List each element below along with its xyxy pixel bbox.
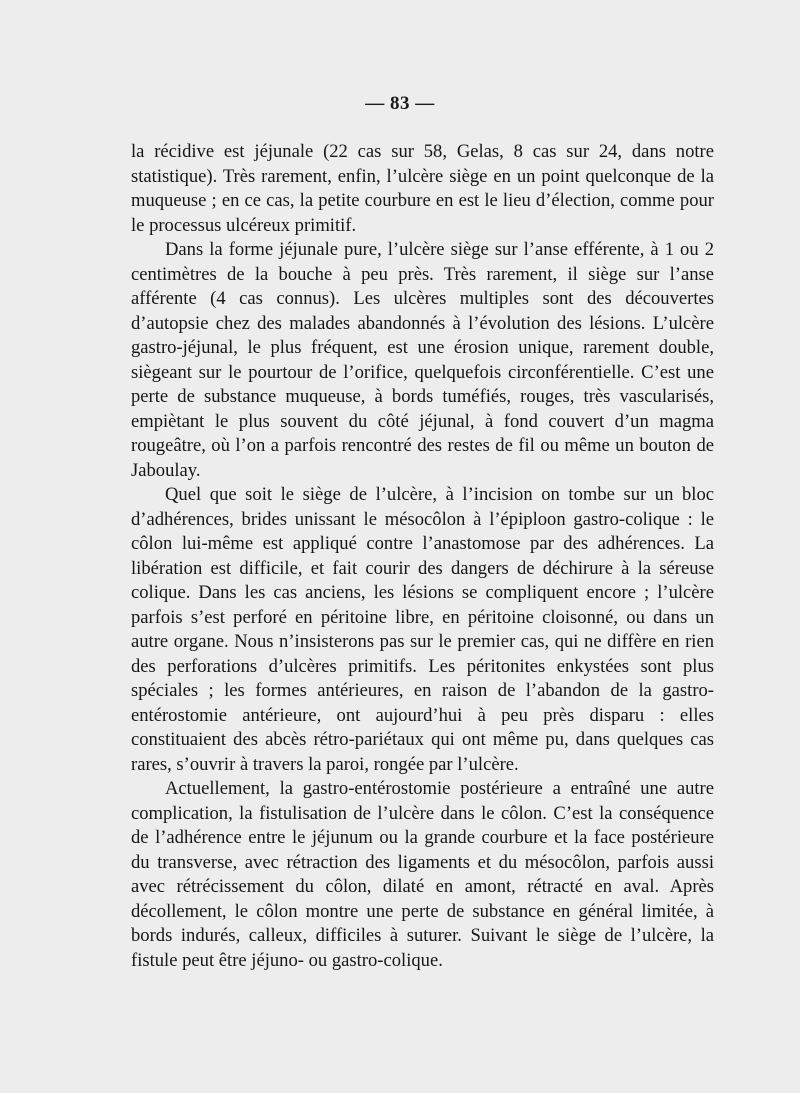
- paragraph-4: Actuellement, la gastro-entérostomie postérieure a entraîné une autre complication, la fistulisation de l’ulcère dans le côlon. C’est la conséquence de l’adhérence entre le jéjunum ou la grande courbure et la face postérieure du transverse, avec rétraction des ligaments et du mésocôlon, parfois aussi avec rétrécissement du côlon, dilaté en amont, rétracté en aval. Après décollement, le côlon montre une perte de substance en général limitée, à bords indurés, calleux, difficiles à suturer. Suivant le siège de l’ulcère, la fistule peut être jéjuno- ou gastro-colique.: [131, 778, 714, 971]
- paragraph-3: Quel que soit le siège de l’ulcère, à l’incision on tombe sur un bloc d’adhérences, brides unissant le mésocôlon à l’épiploon gastro-colique : le côlon lui-même est appliqué contre l’anastomose par des adhérences. La libération est difficile, et fait courir des dangers de déchirure à la séreuse colique. Dans les cas anciens, les lésions se compliquent encore ; l’ulcère parfois s’est perforé en péritoine libre, en péritoine cloisonné, ou dans un autre organe. Nous n’insisterons pas sur le premier cas, qui ne diffère en rien des perforations d’ulcères primitifs. Les péritonites enkystées sont plus spéciales ; les formes antérieures, en raison de l’abandon de la gastro-entérostomie antérieure, ont aujourd’hui à peu près disparu : elles constituaient des abcès rétro-pariétaux qui ont même pu, dans quelques cas rares, s’ouvrir à travers la paroi, rongée par l’ulcère.: [131, 484, 714, 775]
- page-number: — 83 —: [365, 93, 435, 114]
- body-text: [131, 140, 714, 973]
- paragraph-2: Dans la forme jéjunale pure, l’ulcère siège sur l’anse efférente, à 1 ou 2 centimètres de la bouche à peu près. Très rarement, il siège sur l’anse afférente (4 cas connus). Les ulcères multiples sont des découvertes d’autopsie chez des malades abandonnés à l’évolution des lésions. L’ulcère gastro-jéjunal, le plus fréquent, est une érosion unique, rarement double, siègeant sur le pourtour de l’orifice, quelquefois circonférentielle. C’est une perte de substance muqueuse, à bords tuméfiés, rouges, très vascularisés, empiètant le plus souvent du côté jéjunal, à fond couvert d’un magma rougeâtre, où l’on a parfois rencontré des restes de fil ou même un bouton de Jaboulay.: [131, 239, 714, 481]
- paragraph-1: la récidive est jéjunale (22 cas sur 58, Gelas, 8 cas sur 24, dans notre statistique). Très rarement, enfin, l’ulcère siège en un point quelconque de la muqueuse ; en ce cas, la petite courbure en est le lieu d’élection, comme pour le processus ulcéreux primitif.: [131, 141, 714, 236]
